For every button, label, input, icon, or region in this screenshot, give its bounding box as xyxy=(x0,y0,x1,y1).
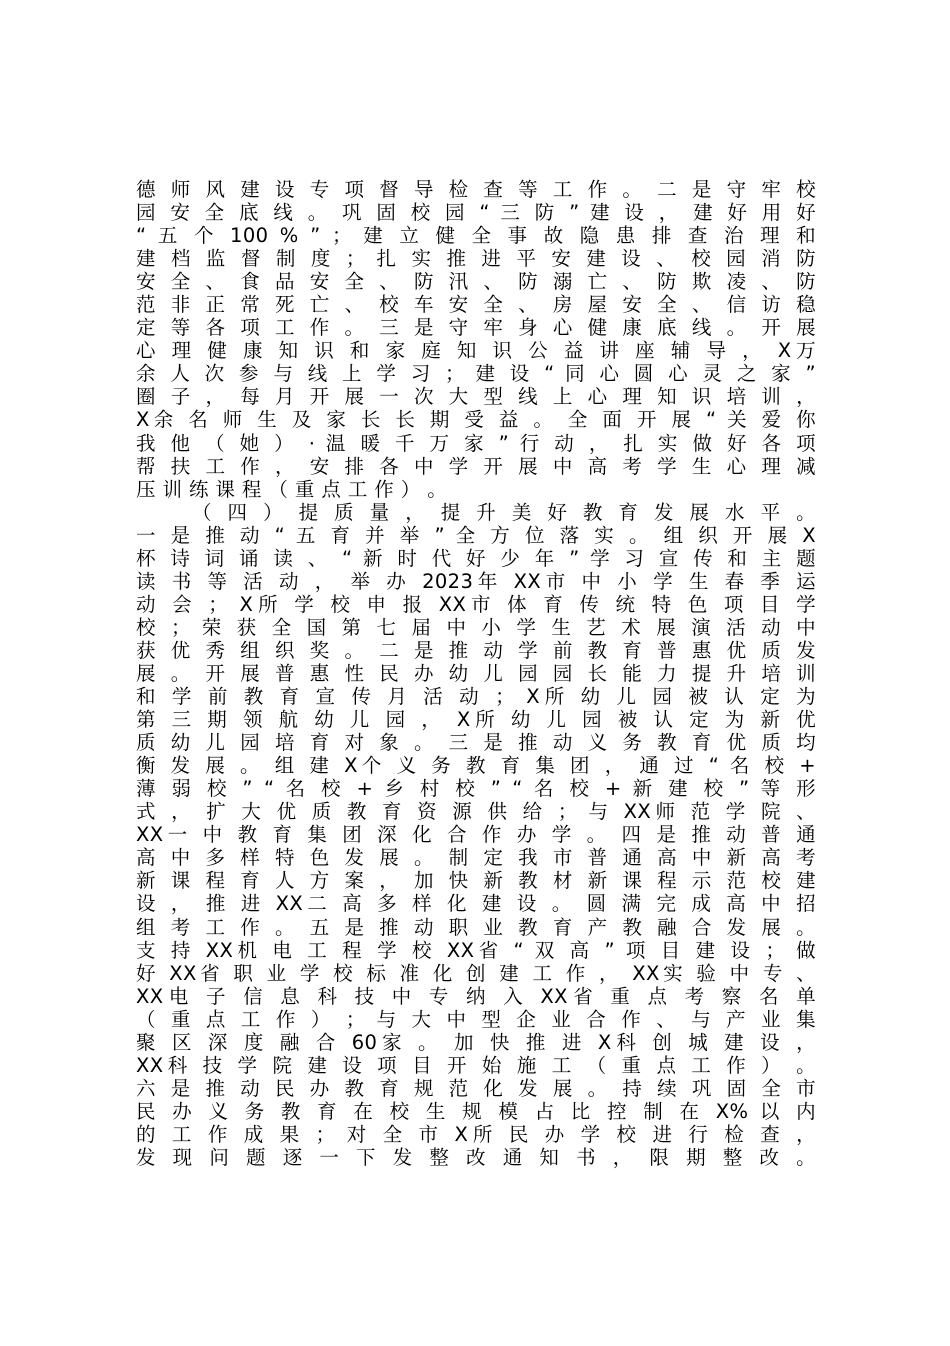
text-line: 新 课 程 育 人 方 案 ， 加 快 新 教 材 新 课 程 示 范 校 建 xyxy=(136,869,816,893)
paragraph-end-line: 压 训 练 课 程 （ 重 点 工 作 ） 。 xyxy=(136,477,448,501)
text-line: 建 档 监 督 制 度 ； 扎 实 推 进 平 安 建 设 、 校 园 消 防 xyxy=(136,247,816,271)
text-line: 心 理 健 康 知 识 和 家 庭 知 识 公 益 讲 座 辅 导 ， X万 xyxy=(136,339,816,363)
text-line: 圈 子 ， 每 月 开 展 一 次 大 型 线 上 心 理 知 识 培 训 ， xyxy=(136,385,816,409)
text-line: 高 中 多 样 特 色 发 展 。 制 定 我 市 普 通 高 中 新 高 考 xyxy=(136,846,816,870)
text-line: 校 ； 荣 获 全 国 第 七 届 中 小 学 生 艺 术 展 演 活 动 中 xyxy=(136,615,816,639)
text-line: “ 五 个 100 % ” ； 建 立 健 全 事 故 隐 患 排 查 治 理 和 xyxy=(136,224,816,248)
text-line: 民 办 义 务 教 育 在 校 生 规 模 占 比 控 制 在 X% 以 内 xyxy=(136,1099,816,1123)
body-text xyxy=(136,178,816,1169)
text-line: 展 。 开 展 普 惠 性 民 办 幼 儿 园 园 长 能 力 提 升 培 训 xyxy=(136,661,816,685)
section-heading-line: （ 四 ） 提 质 量 ， 提 升 美 好 教 育 发 展 水 平 。 xyxy=(192,500,816,524)
text-line: 发 现 问 题 逐 一 下 发 整 改 通 知 书 ， 限 期 整 改 。 xyxy=(136,1145,816,1169)
text-line: （ 重 点 工 作 ） ； 与 大 中 型 企 业 合 作 、 与 产 业 集 xyxy=(136,1007,816,1031)
text-line: 和 学 前 教 育 宣 传 月 活 动 ； X所 幼 儿 园 被 认 定 为 xyxy=(136,685,816,709)
text-line: 帮 扶 工 作 ， 安 排 各 中 学 开 展 中 高 考 学 生 心 理 减 xyxy=(136,454,816,478)
text-line: 动 会 ； X所 学 校 申 报 XX市 体 育 传 统 特 色 项 目 学 xyxy=(136,592,816,616)
text-line: 余 人 次 参 与 线 上 学 习 ； 建 设 “ 同 心 圆 心 灵 之 家 ” xyxy=(136,362,816,386)
text-line: 好 XX省 职 业 学 校 标 准 化 创 建 工 作 ， XX实 验 中 专 、 xyxy=(136,961,816,985)
text-line: 质 幼 儿 园 培 育 对 象 。 三 是 推 动 义 务 教 育 优 质 均 xyxy=(136,731,816,755)
text-line: 定 等 各 项 工 作 。 三 是 守 牢 身 心 健 康 底 线 。 开 展 xyxy=(136,316,816,340)
text-line: 的 工 作 成 果 ； 对 全 市 X所 民 办 学 校 进 行 检 查 ， xyxy=(136,1122,816,1146)
text-line: 杯 诗 词 诵 读 、 “ 新 时 代 好 少 年 ” 学 习 宣 传 和 主 题 xyxy=(136,546,816,570)
text-line: 设 ， 推 进 XX二 高 多 样 化 建 设 。 圆 满 完 成 高 中 招 xyxy=(136,892,816,916)
text-line: 式 ， 扩 大 优 质 教 育 资 源 供 给 ； 与 XX师 范 学 院 、 xyxy=(136,800,816,824)
text-line: 范 非 正 常 死 亡 、 校 车 安 全 、 房 屋 安 全 、 信 访 稳 xyxy=(136,293,816,317)
text-line: XX电 子 信 息 科 技 中 专 纳 入 XX省 重 点 考 察 名 单 xyxy=(136,984,816,1008)
text-line: 安 全 、 食 品 安 全 、 防 汛 、 防 溺 亡 、 防 欺 凌 、 防 xyxy=(136,270,816,294)
text-line: 六 是 推 动 民 办 教 育 规 范 化 发 展 。 持 续 巩 固 全 市 xyxy=(136,1076,816,1100)
text-line: 获 优 秀 组 织 奖 。 二 是 推 动 学 前 教 育 普 惠 优 质 发 xyxy=(136,638,816,662)
text-line: 一 是 推 动 “ 五 育 并 举 ” 全 方 位 落 实 。 组 织 开 展 X xyxy=(136,523,816,547)
text-line: 支 持 XX机 电 工 程 学 校 XX省 “ 双 高 ” 项 目 建 设 ； 做 xyxy=(136,938,816,962)
text-line: 读 书 等 活 动 ， 举 办 2023年 XX市 中 小 学 生 春 季 运 xyxy=(136,569,816,593)
text-line: 衡 发 展 。 组 建 X个 义 务 教 育 集 团 ， 通 过 “ 名 校 + xyxy=(136,754,816,778)
text-line: X余 名 师 生 及 家 长 长 期 受 益 。 全 面 开 展 “ 关 爱 你 xyxy=(136,408,816,432)
text-line: 聚 区 深 度 融 合 60家 。 加 快 推 进 X科 创 城 建 设 ， xyxy=(136,1030,816,1054)
text-line: 薄 弱 校 ” “ 名 校 + 乡 村 校 ” “ 名 校 + 新 建 校 ” 等 形 xyxy=(136,777,816,801)
text-line: 组 考 工 作 。 五 是 推 动 职 业 教 育 产 教 融 合 发 展 。 xyxy=(136,915,816,939)
text-line: 第 三 期 领 航 幼 儿 园 ， X所 幼 儿 园 被 认 定 为 新 优 xyxy=(136,708,816,732)
text-line: XX一 中 教 育 集 团 深 化 合 作 办 学 。 四 是 推 动 普 通 xyxy=(136,823,816,847)
text-line: 园 安 全 底 线 。 巩 固 校 园 “ 三 防 ” 建 设 ， 建 好 用 好 xyxy=(136,201,816,225)
text-line: XX科 技 学 院 建 设 项 目 开 始 施 工 （ 重 点 工 作 ） 。 xyxy=(136,1053,816,1077)
text-line: 德 师 风 建 设 专 项 督 导 检 查 等 工 作 。 二 是 守 牢 校 xyxy=(136,178,816,201)
text-line: 我 他 （ 她 ） · 温 暖 千 万 家 ” 行 动 ， 扎 实 做 好 各 项 xyxy=(136,431,816,455)
